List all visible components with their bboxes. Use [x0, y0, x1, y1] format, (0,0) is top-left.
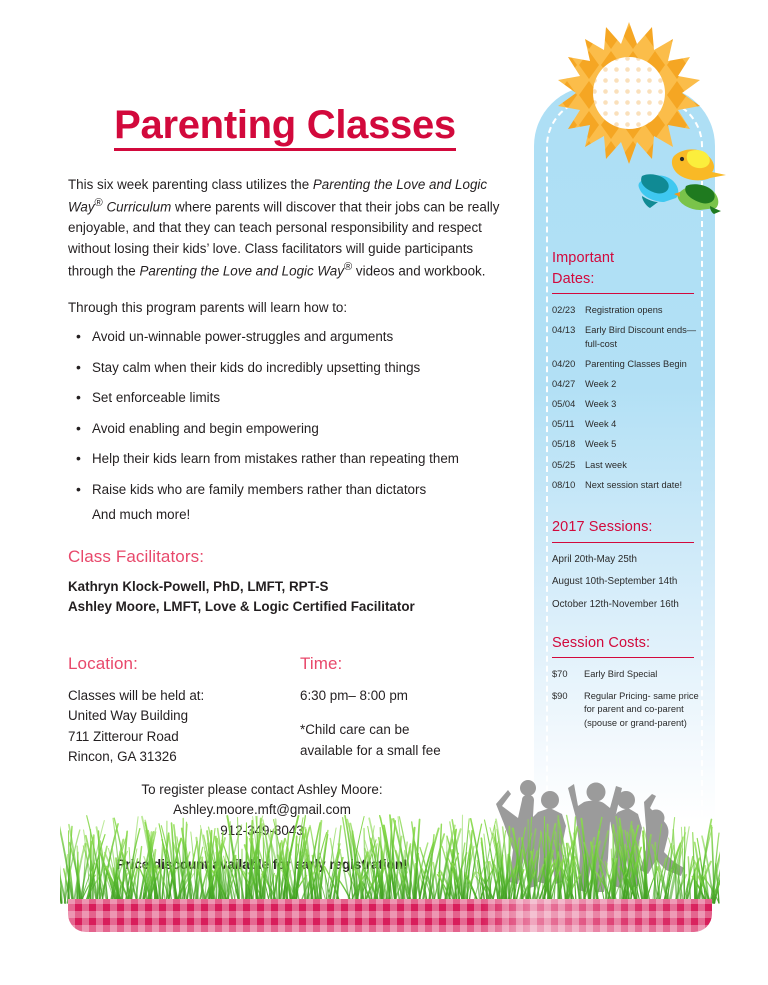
date-value: 04/27: [552, 378, 576, 389]
date-label: Registration opens: [585, 305, 663, 316]
date-value: 05/04: [552, 399, 576, 410]
bird-icon-yellow: [672, 149, 726, 180]
date-value: 05/25: [552, 459, 576, 470]
gingham-bar: [68, 899, 712, 932]
important-date-row: [552, 459, 702, 472]
location-time-row: [68, 654, 508, 774]
learn-bullet-list: [68, 327, 508, 525]
cost-row: [552, 668, 702, 681]
date-value: 08/10: [552, 479, 576, 490]
learn-bullet-item: • Set enforceable limits: [68, 388, 508, 408]
contact-email[interactable]: Ashley.moore.mft@gmail.com: [173, 802, 351, 818]
important-date-row: [552, 378, 702, 391]
date-label: Week 2: [585, 378, 617, 389]
learn-bullet-item: • Avoid un-winnable power-struggles and arguments: [68, 327, 508, 347]
costs-list: [552, 668, 702, 730]
important-date-row: [552, 479, 702, 492]
facilitator-names: Kathryn Klock-Powell, PhD, LMFT, RPT-S Ashley Moore, LMFT, Love & Logic Certified Facilitator: [68, 578, 415, 614]
location-heading: Location:: [68, 654, 138, 674]
divider-sessions: [552, 542, 694, 543]
cost-price: $90: [552, 690, 568, 701]
date-value: 04/20: [552, 358, 576, 369]
bird-icon-blue: [639, 174, 679, 208]
birds-group: [630, 140, 740, 220]
sidebar-content: [552, 248, 702, 738]
learn-lead: Through this program parents will learn how to:: [68, 299, 348, 315]
important-dates-heading: Important Dates:: [552, 250, 615, 287]
date-label: Early Bird Discount ends—full-cost: [585, 325, 697, 349]
discount-note: Price discount available for early registration!: [116, 856, 408, 872]
session-line: October 12th-November 16th: [552, 599, 679, 611]
date-value: 02/23: [552, 305, 576, 316]
time-section: [300, 654, 500, 760]
bird-icon-green: [674, 184, 721, 214]
important-dates-section: [552, 248, 702, 492]
date-value: 04/13: [552, 325, 576, 336]
date-label: Last week: [585, 459, 627, 470]
location-body: Classes will be held at: United Way Building 711 Zitterour Road Rincon, GA 31326: [68, 688, 205, 764]
important-date-row: [552, 324, 702, 350]
important-date-row: [552, 418, 702, 431]
session-line: August 10th-September 14th: [552, 576, 678, 588]
important-date-row: [552, 358, 702, 371]
main-column: [68, 104, 508, 872]
facilitators-heading: Class Facilitators:: [68, 546, 205, 566]
intro-paragraph: This six week parenting class utilizes the Parenting the Love and Logic Way® Curriculum where parents will discover that their jobs can be really enjoyable, and that they can teach personal responsibility and respect without losing their kids’ love. Class facilitators will guide participants through the Parenting the Love and Logic Way® videos and workbook.: [68, 177, 500, 279]
learn-bullet-item: • Avoid enabling and begin empowering: [68, 419, 508, 439]
date-label: Week 3: [585, 399, 617, 410]
costs-heading: Session Costs:: [552, 634, 651, 651]
time-body: 6:30 pm– 8:00 pm *Child care can be available for a small fee: [300, 688, 441, 758]
session-line: April 20th-May 25th: [552, 553, 637, 565]
important-date-row: [552, 398, 702, 411]
bar-highlight: [68, 899, 712, 932]
important-date-row: [552, 304, 702, 317]
costs-section: [552, 633, 702, 730]
divider-costs: [552, 657, 694, 658]
facilitators-section: [68, 547, 508, 617]
important-dates-list: [552, 304, 702, 492]
learn-bullet-item: • Raise kids who are family members rather than dictators: [68, 480, 508, 500]
important-date-row: [552, 438, 702, 451]
date-label: Week 5: [585, 439, 617, 450]
sessions-list: [552, 553, 702, 612]
learn-bullet-item: • Stay calm when their kids do incredibly upsetting things: [68, 358, 508, 378]
date-value: 05/18: [552, 439, 576, 450]
contact-block: To register please contact Ashley Moore: Ashley.moore.mft@gmail.com 912-349-8043: [141, 782, 383, 838]
sessions-section: [552, 517, 702, 612]
contact-phone[interactable]: 912-349-8043: [220, 822, 304, 838]
learn-closing-line: And much more!: [92, 506, 191, 522]
date-value: 05/11: [552, 419, 575, 430]
cost-label: Early Bird Special: [584, 669, 658, 680]
location-section: [68, 654, 288, 766]
cost-row: [552, 690, 702, 730]
sessions-heading: 2017 Sessions:: [552, 519, 653, 536]
time-heading: Time:: [300, 654, 343, 674]
divider-dates: [552, 293, 694, 294]
date-label: Week 4: [585, 419, 617, 430]
date-label: Next session start date!: [585, 479, 683, 490]
cost-label: Regular Pricing- same price for parent and co-parent (spouse or grand-parent): [584, 690, 699, 728]
date-label: Parenting Classes Begin: [585, 358, 687, 369]
cost-price: $70: [552, 669, 568, 680]
learn-bullet-item: • Help their kids learn from mistakes rather than repeating them: [68, 449, 508, 469]
page-title: Parenting Classes: [62, 104, 508, 151]
